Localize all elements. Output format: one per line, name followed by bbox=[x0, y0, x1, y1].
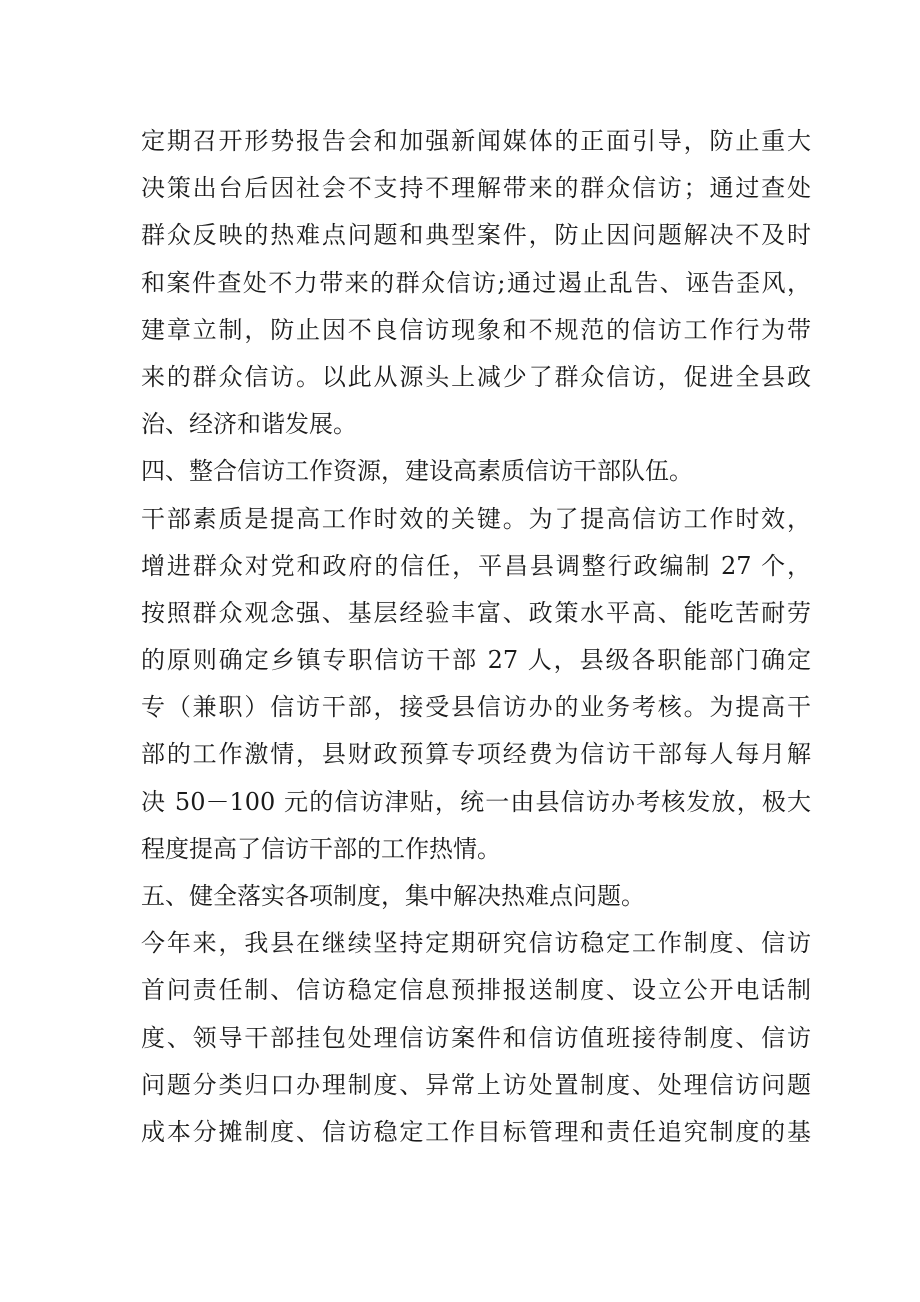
section-heading: 五、健全落实各项制度，集中解决热难点问题。 bbox=[141, 882, 645, 910]
text-line: 来的群众信访。以此从源头上减少了群众信访，促进全县政 bbox=[141, 362, 811, 391]
text-line: 今年来，我县在继续坚持定期研究信访稳定工作制度、信访 bbox=[141, 929, 811, 958]
text-line: 决策出台后因社会不支持不理解带来的群众信访；通过查处 bbox=[141, 174, 811, 203]
document-body bbox=[141, 118, 811, 1156]
text-line: 定期召开形势报告会和加强新闻媒体的正面引导，防止重大 bbox=[141, 127, 811, 155]
text-line: 程度提高了信访干部的工作热情。 bbox=[141, 834, 501, 863]
text-line: 问题分类归口办理制度、异常上访处置制度、处理信访问题 bbox=[141, 1070, 811, 1099]
text-line: 按照群众观念强、基层经验丰富、政策水平高、能吃苦耐劳 bbox=[141, 598, 811, 627]
text-line: 的原则确定乡镇专职信访干部 27 人，县级各职能部门确定 bbox=[141, 646, 811, 675]
section-heading: 四、整合信访工作资源，建设高素质信访干部队伍。 bbox=[141, 457, 693, 486]
text-line: 专（兼职）信访干部，接受县信访办的业务考核。为提高干 bbox=[141, 693, 811, 722]
text-line: 治、经济和谐发展。 bbox=[141, 410, 357, 439]
text-line: 决 50－100 元的信访津贴，统一由县信访办考核发放，极大 bbox=[141, 787, 811, 816]
text-line: 建章立制，防止因不良信访现象和不规范的信访工作行为带 bbox=[141, 315, 811, 344]
text-line: 和案件查处不力带来的群众信访;通过遏止乱告、诬告歪风， bbox=[141, 268, 811, 297]
text-line: 部的工作激情，县财政预算专项经费为信访干部每人每月解 bbox=[141, 740, 811, 769]
text-line: 度、领导干部挂包处理信访案件和信访值班接待制度、信访 bbox=[141, 1023, 811, 1052]
text-line: 群众反映的热难点问题和典型案件，防止因问题解决不及时 bbox=[141, 221, 811, 250]
text-line: 干部素质是提高工作时效的关键。为了提高信访工作时效， bbox=[141, 504, 811, 533]
text-line: 成本分摊制度、信访稳定工作目标管理和责任追究制度的基 bbox=[141, 1117, 811, 1146]
text-line: 增进群众对党和政府的信任，平昌县调整行政编制 27 个， bbox=[141, 551, 811, 580]
text-line: 首问责任制、信访稳定信息预排报送制度、设立公开电话制 bbox=[141, 976, 811, 1005]
